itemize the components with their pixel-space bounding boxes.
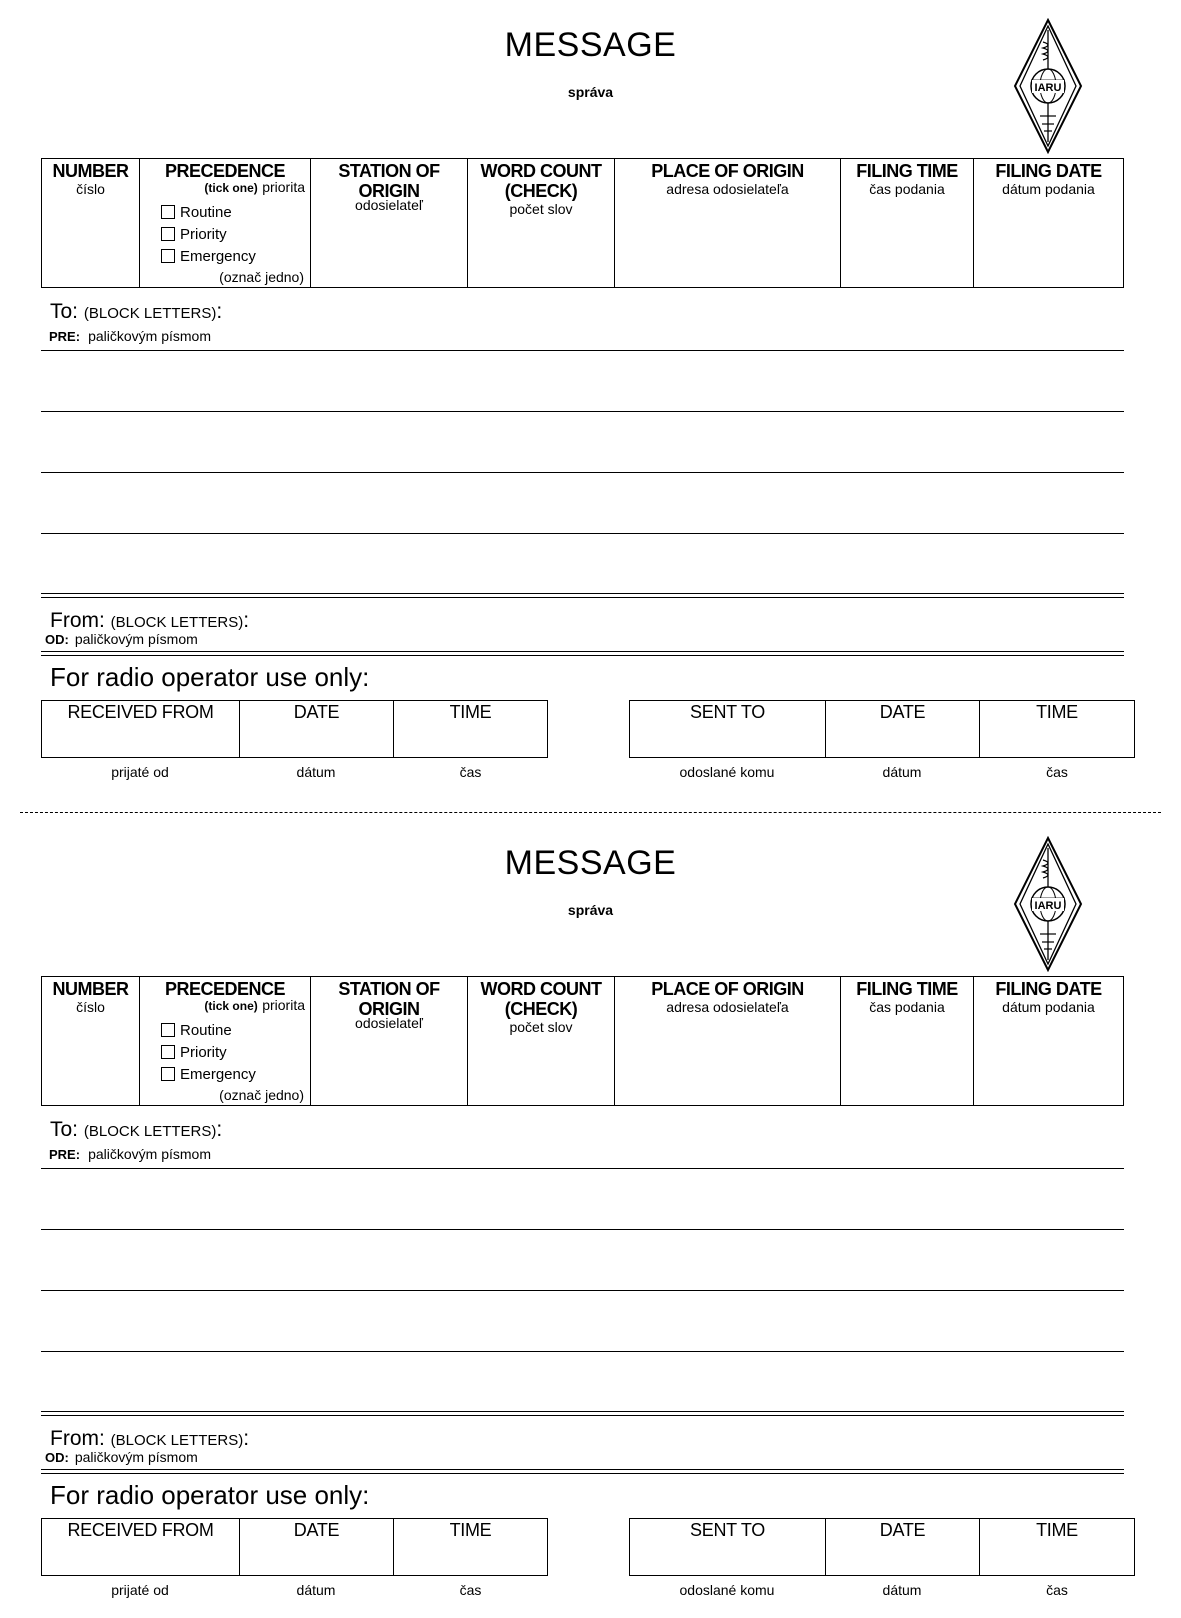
number-label-sk: číslo (76, 181, 105, 197)
to-label-sk: PRE: paličkovým písmom (49, 328, 211, 344)
form-subtitle: správa (567, 84, 614, 100)
filing-date-label-sk: dátum podania (1002, 181, 1095, 197)
tick-one-hint-sk: (označ jedno) (219, 269, 304, 285)
number-label: NUMBER (52, 161, 129, 181)
message-line[interactable] (41, 533, 1124, 534)
message-header-table (41, 976, 1124, 1106)
tick-one-hint: (tick one) (204, 181, 258, 195)
routine-label: Routine (180, 203, 232, 221)
filing-date-label: FILING DATE (995, 161, 1102, 181)
routine-checkbox[interactable] (161, 201, 310, 223)
to-label: To: (BLOCK LETTERS): (50, 300, 223, 323)
priority-label: Priority (180, 225, 227, 243)
tick-one-hint-sk: (označ jedno) (219, 1087, 304, 1103)
from-label: From: (BLOCK LETTERS): (50, 1427, 250, 1450)
received-date-sk: dátum (296, 1582, 336, 1598)
received-date-sk: dátum (296, 764, 336, 780)
number-label-sk: číslo (76, 999, 105, 1015)
checkbox-icon[interactable] (161, 249, 175, 263)
number-cell[interactable] (42, 977, 140, 1105)
svg-text:IARU: IARU (1034, 900, 1062, 912)
sent-to-cell[interactable]: SENT TO (630, 701, 826, 757)
message-line[interactable] (41, 1411, 1124, 1412)
filing-time-label-sk: čas podania (869, 181, 945, 197)
routine-label: Routine (180, 1021, 232, 1039)
received-from-sk: prijaté od (111, 764, 169, 780)
iaru-logo-icon (1013, 18, 1083, 154)
precedence-label: PRECEDENCE (164, 979, 286, 999)
station-of-origin-cell[interactable] (311, 977, 468, 1105)
place-label: PLACE OF ORIGIN (651, 979, 804, 999)
station-of-origin-cell[interactable] (311, 159, 468, 287)
checkbox-icon[interactable] (161, 1023, 175, 1037)
from-label-sk: OD: paličkovým písmom (45, 631, 198, 647)
word-count-label: WORD COUNT (CHECK) (480, 979, 602, 1019)
precedence-label-sk: priorita (262, 997, 305, 1013)
from-line[interactable] (41, 1469, 1124, 1470)
divider-line (41, 655, 1124, 656)
message-line[interactable] (41, 1229, 1124, 1230)
address-line[interactable] (41, 1168, 1124, 1169)
sent-to-sk: odoslané komu (679, 764, 775, 780)
place-label-sk: adresa odosielateľa (666, 999, 789, 1015)
checkbox-icon[interactable] (161, 1045, 175, 1059)
message-form (0, 818, 1181, 1618)
station-label: STATION OF ORIGIN (338, 979, 440, 1019)
station-label: STATION OF ORIGIN (338, 161, 440, 201)
routine-checkbox[interactable] (161, 1019, 310, 1041)
checkbox-icon[interactable] (161, 1067, 175, 1081)
message-header-table (41, 158, 1124, 288)
sent-date-sk: dátum (882, 1582, 922, 1598)
iaru-logo-icon (1013, 836, 1083, 972)
message-line[interactable] (41, 593, 1124, 594)
form-title: MESSAGE (504, 844, 677, 882)
address-line[interactable] (41, 350, 1124, 351)
filing-time-cell[interactable] (841, 977, 974, 1105)
word-count-label: WORD COUNT (CHECK) (480, 161, 602, 201)
sent-time-cell[interactable]: TIME (1036, 702, 1078, 722)
message-line[interactable] (41, 1290, 1124, 1291)
tick-one-hint: (tick one) (204, 999, 258, 1013)
filing-date-label-sk: dátum podania (1002, 999, 1095, 1015)
received-time-sk: čas (459, 764, 482, 780)
received-table (41, 1518, 548, 1576)
word-count-cell[interactable] (468, 977, 615, 1105)
received-time-cell[interactable]: TIME (449, 702, 492, 722)
emergency-label: Emergency (180, 1065, 256, 1083)
message-line[interactable] (41, 1351, 1124, 1352)
form-subtitle: správa (567, 902, 614, 918)
sent-time-sk: čas (1046, 1582, 1068, 1598)
emergency-label: Emergency (180, 247, 256, 265)
number-cell[interactable] (42, 159, 140, 287)
to-label: To: (BLOCK LETTERS): (50, 1118, 223, 1141)
from-label-sk: OD: paličkovým písmom (45, 1449, 198, 1465)
received-date-cell[interactable]: DATE (240, 1519, 394, 1575)
filing-time-cell[interactable] (841, 159, 974, 287)
priority-checkbox[interactable] (161, 223, 310, 245)
received-from-cell[interactable]: RECEIVED FROM (42, 1519, 240, 1575)
received-time-cell[interactable]: TIME (449, 1520, 492, 1540)
sent-date-cell[interactable]: DATE (826, 701, 980, 757)
word-count-label-sk: počet slov (509, 201, 573, 217)
operator-section-title: For radio operator use only: (50, 662, 370, 692)
from-line[interactable] (41, 651, 1124, 652)
precedence-cell (140, 159, 311, 287)
station-label-sk: odosielateľ (355, 197, 423, 213)
place-label: PLACE OF ORIGIN (651, 161, 804, 181)
from-label: From: (BLOCK LETTERS): (50, 609, 250, 632)
sent-time-sk: čas (1046, 764, 1068, 780)
received-from-cell[interactable]: RECEIVED FROM (42, 701, 240, 757)
number-label: NUMBER (52, 979, 129, 999)
sent-date-cell[interactable]: DATE (826, 1519, 980, 1575)
to-label-sk: PRE: paličkovým písmom (49, 1146, 211, 1162)
sent-to-sk: odoslané komu (679, 1582, 775, 1598)
emergency-checkbox[interactable] (161, 245, 310, 267)
filing-time-label-sk: čas podania (869, 999, 945, 1015)
received-date-cell[interactable]: DATE (240, 701, 394, 757)
sent-table (629, 1518, 1135, 1576)
received-from-sk: prijaté od (111, 1582, 169, 1598)
word-count-label-sk: počet slov (509, 1019, 573, 1035)
emergency-checkbox[interactable] (161, 1063, 310, 1085)
message-line[interactable] (41, 472, 1124, 473)
place-of-origin-cell[interactable] (615, 977, 841, 1105)
place-label-sk: adresa odosielateľa (666, 181, 789, 197)
filing-time-label: FILING TIME (856, 979, 958, 999)
received-table (41, 700, 548, 758)
filing-date-label: FILING DATE (995, 979, 1102, 999)
divider-line (41, 1473, 1124, 1474)
sent-to-cell[interactable]: SENT TO (630, 1519, 826, 1575)
precedence-label: PRECEDENCE (164, 161, 286, 181)
station-label-sk: odosielateľ (355, 1015, 423, 1031)
checkbox-icon[interactable] (161, 205, 175, 219)
sent-table (629, 700, 1135, 758)
svg-text:IARU: IARU (1034, 82, 1062, 94)
divider-line (41, 597, 1124, 598)
message-form (0, 0, 1181, 800)
filing-date-cell[interactable] (974, 977, 1123, 1105)
priority-label: Priority (180, 1043, 227, 1061)
precedence-label-sk: priorita (262, 179, 305, 195)
message-line[interactable] (41, 411, 1124, 412)
priority-checkbox[interactable] (161, 1041, 310, 1063)
place-of-origin-cell[interactable] (615, 159, 841, 287)
filing-time-label: FILING TIME (856, 161, 958, 181)
precedence-cell (140, 977, 311, 1105)
sent-time-cell[interactable]: TIME (1036, 1520, 1078, 1540)
divider-line (41, 1415, 1124, 1416)
word-count-cell[interactable] (468, 159, 615, 287)
checkbox-icon[interactable] (161, 227, 175, 241)
received-time-sk: čas (459, 1582, 482, 1598)
form-title: MESSAGE (504, 26, 677, 64)
sent-date-sk: dátum (882, 764, 922, 780)
filing-date-cell[interactable] (974, 159, 1123, 287)
operator-section-title: For radio operator use only: (50, 1480, 370, 1510)
cut-line (20, 812, 1161, 813)
